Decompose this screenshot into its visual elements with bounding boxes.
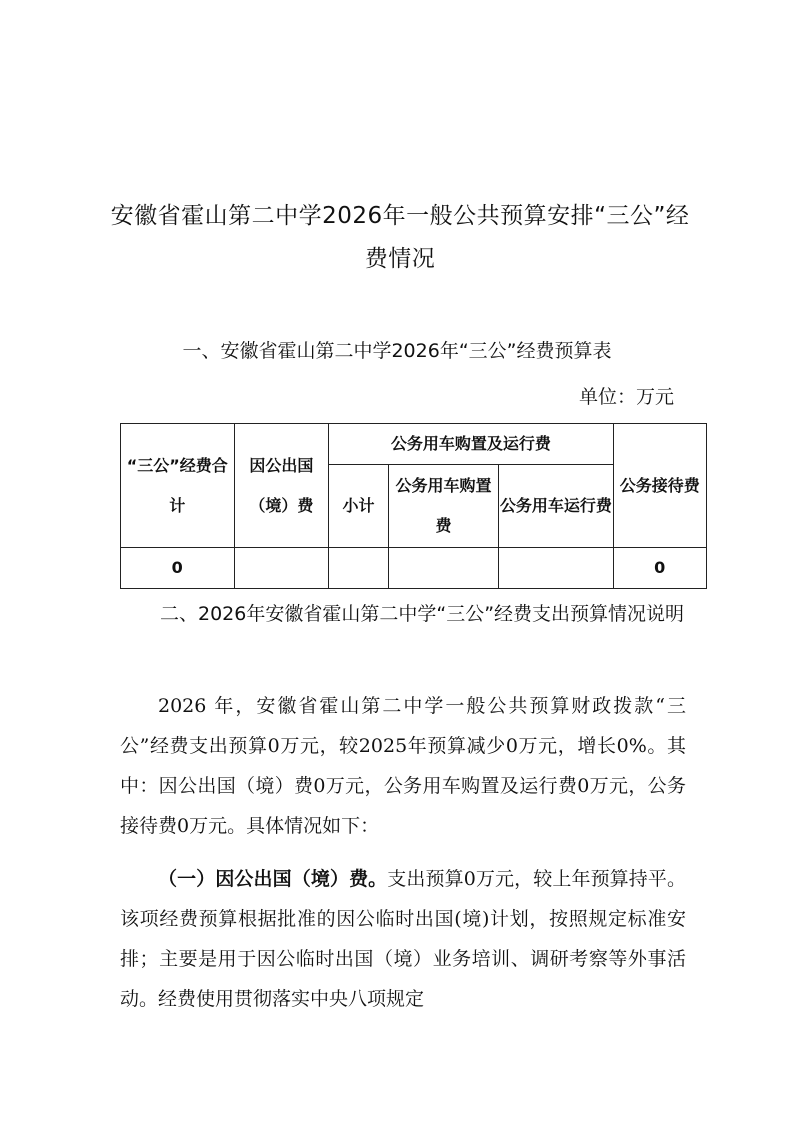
paragraph-overview: 2026 年，安徽省霍山第二中学一般公共预算财政拨款“三公”经费支出预算0万元，较2025年预算减少0万元，增长0%。其中：因公出国（境）费0万元，公务用车购置及运行费0万元，公务接待费0万元。具体情况如下： bbox=[120, 695, 686, 837]
header-total: “三公”经费合计 bbox=[121, 424, 235, 548]
header-travel: 因公出国（境）费 bbox=[234, 424, 329, 548]
header-vehicle-operation: 公务用车运行费 bbox=[499, 465, 613, 548]
paragraph-travel-lead: （一）因公出国（境）费。 bbox=[158, 868, 388, 890]
unit-label: 单位：万元 bbox=[578, 386, 674, 408]
header-vehicle-group: 公务用车购置及运行费 bbox=[329, 424, 613, 465]
cell-vehicle-purchase bbox=[388, 548, 498, 589]
paragraph-travel bbox=[120, 859, 686, 1019]
budget-table bbox=[120, 423, 707, 589]
cell-total: 0 bbox=[121, 548, 235, 589]
section1-heading: 一、安徽省霍山第二中学2026年“三公”经费预算表 bbox=[182, 340, 612, 362]
table-row bbox=[121, 548, 707, 589]
header-reception: 公务接待费 bbox=[613, 424, 707, 548]
cell-reception: 0 bbox=[613, 548, 707, 589]
cell-vehicle-subtotal bbox=[329, 548, 389, 589]
header-vehicle-purchase: 公务用车购置费 bbox=[388, 465, 498, 548]
document-title: 安徽省霍山第二中学2026年一般公共预算安排“三公”经费情况 bbox=[110, 203, 690, 272]
header-vehicle-subtotal: 小计 bbox=[329, 465, 389, 548]
table-header-row bbox=[121, 424, 707, 465]
cell-travel bbox=[234, 548, 329, 589]
section2-heading: 二、2026年安徽省霍山第二中学“三公”经费支出预算情况说明 bbox=[160, 603, 685, 625]
cell-vehicle-operation bbox=[499, 548, 613, 589]
paragraph-travel-body: 支出预算0万元，较上年预算持平。该项经费预算根据批准的因公临时出国(境)计划，按照规定标准安排；主要是用于因公临时出国（境）业务培训、调研考察等外事活动。经费使用贯彻落实中央八项规定 bbox=[120, 868, 686, 1010]
